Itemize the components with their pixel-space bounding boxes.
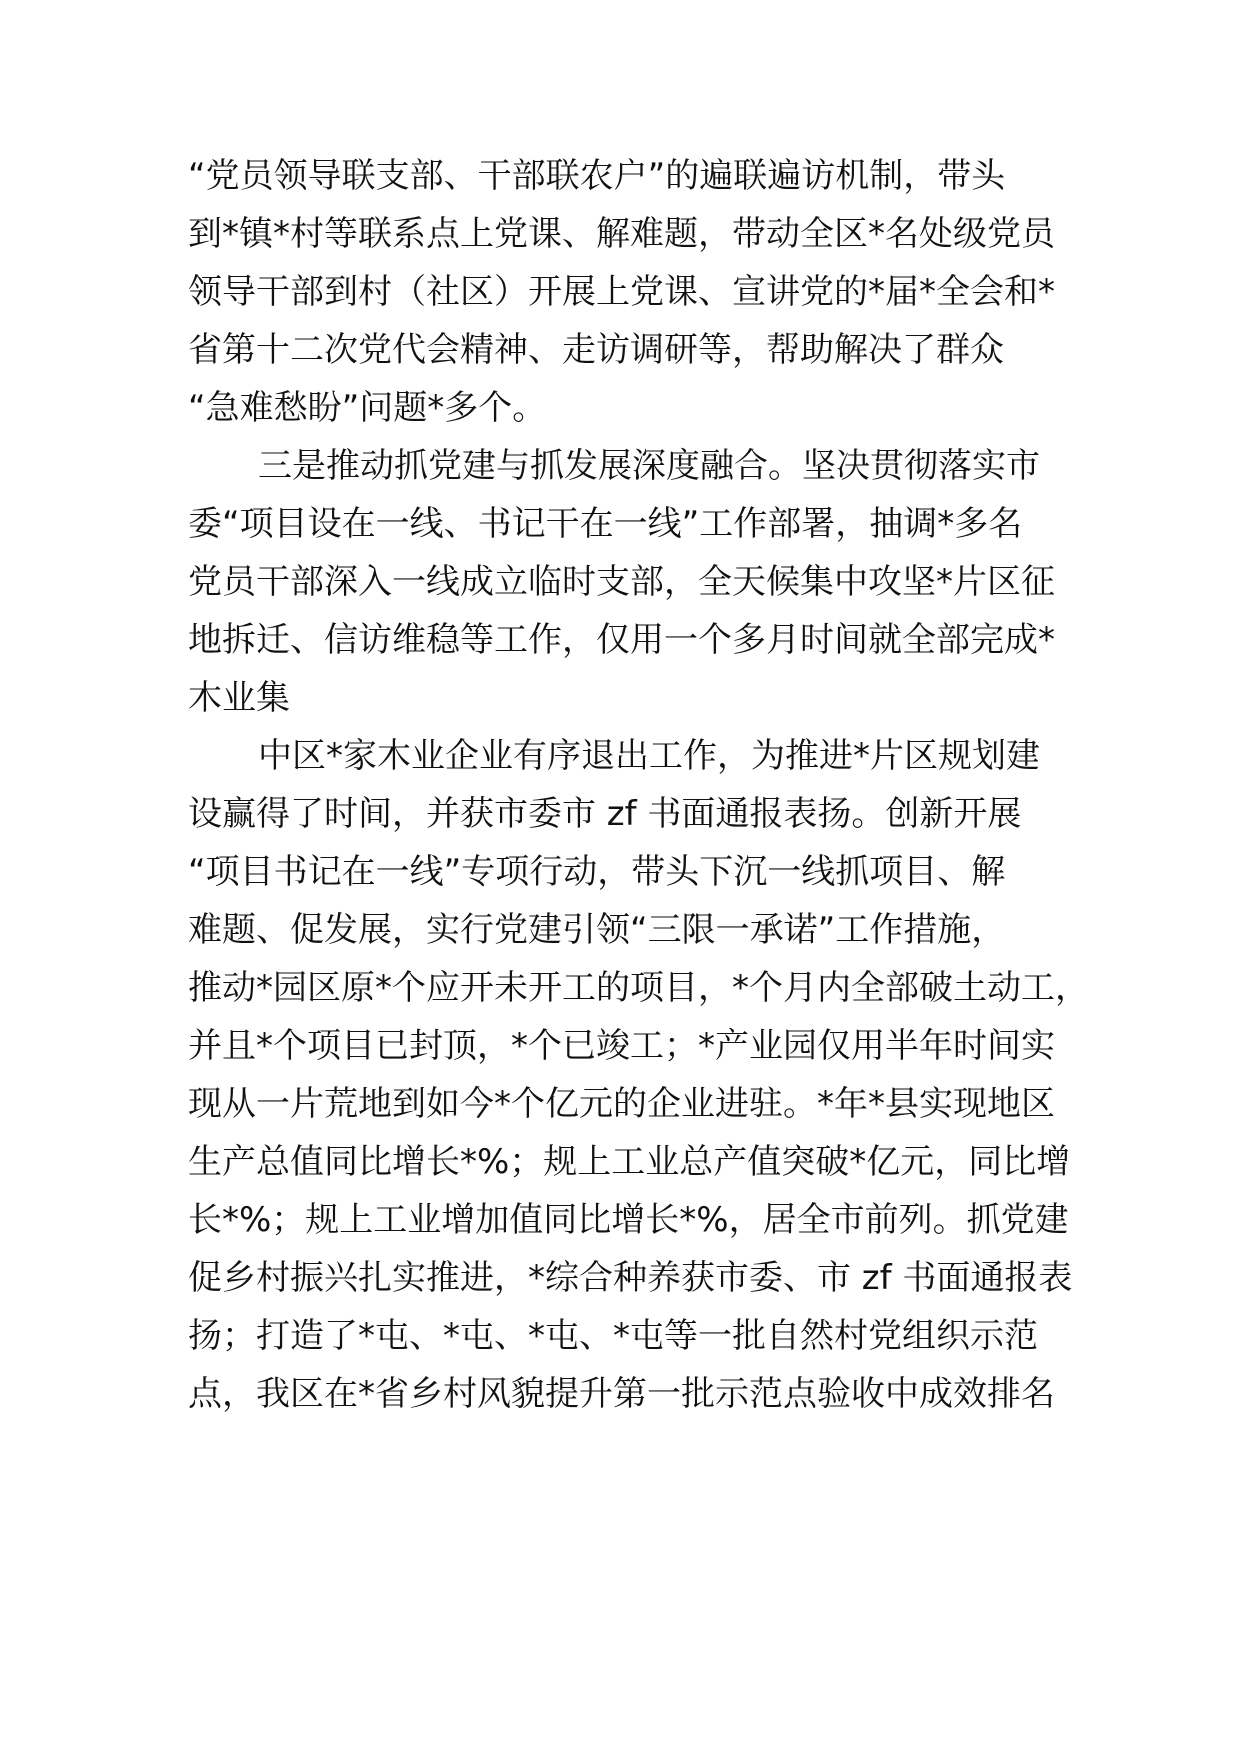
- text-line: “党员领导联支部、干部联农户”的遍联遍访机制，带头: [188, 156, 1006, 196]
- text-line: 难题、促发展，实行党建引领“三限一承诺”工作措施，: [188, 910, 1006, 950]
- text-line: “项目书记在一线”专项行动，带头下沉一线抓项目、解: [188, 852, 1006, 892]
- paragraph-first-line: 三是推动抓党建与抓发展深度融合。坚决贯彻落实市: [258, 446, 1040, 486]
- text-line: 推动*园区原*个应开未开工的项目，*个月内全部破土动工，: [188, 968, 1089, 1008]
- text-line: 木业集: [188, 678, 290, 718]
- text-line: 点，我区在*省乡村风貌提升第一批示范点验收中成效排名: [188, 1374, 1055, 1414]
- text-line: 扬；打造了*屯、*屯、*屯、*屯等一批自然村党组织示范: [188, 1316, 1038, 1356]
- text-line: 党员干部深入一线成立临时支部，全天候集中攻坚*片区征: [188, 562, 1055, 602]
- text-line: 地拆迁、信访维稳等工作，仅用一个多月时间就全部完成*: [188, 620, 1055, 660]
- text-line: 到*镇*村等联系点上党课、解难题，带动全区*名处级党员: [188, 214, 1055, 254]
- text-line: 委“项目设在一线、书记干在一线”工作部署，抽调*多名: [188, 504, 1023, 544]
- text-line: 长*%；规上工业增加值同比增长*%，居全市前列。抓党建: [188, 1200, 1069, 1240]
- text-line: 现从一片荒地到如今*个亿元的企业进驻。*年*县实现地区: [188, 1084, 1055, 1124]
- text-line: 领导干部到村（社区）开展上党课、宣讲党的*届*全会和*: [188, 272, 1055, 312]
- text-line: 设赢得了时间，并获市委市 zf 书面通报表扬。创新开展: [188, 794, 1022, 834]
- text-line: 促乡村振兴扎实推进，*综合种养获市委、市 zf 书面通报表: [188, 1258, 1073, 1298]
- text-line: 并且*个项目已封顶，*个已竣工；*产业园仅用半年时间实: [188, 1026, 1055, 1066]
- text-line: “急难愁盼”问题*多个。: [188, 388, 547, 428]
- text-line: 生产总值同比增长*%；规上工业总产值突破*亿元，同比增: [188, 1142, 1071, 1182]
- paragraph-first-line: 中区*家木业企业有序退出工作，为推进*片区规划建: [258, 736, 1040, 776]
- text-line: 省第十二次党代会精神、走访调研等，帮助解决了群众: [188, 330, 1004, 370]
